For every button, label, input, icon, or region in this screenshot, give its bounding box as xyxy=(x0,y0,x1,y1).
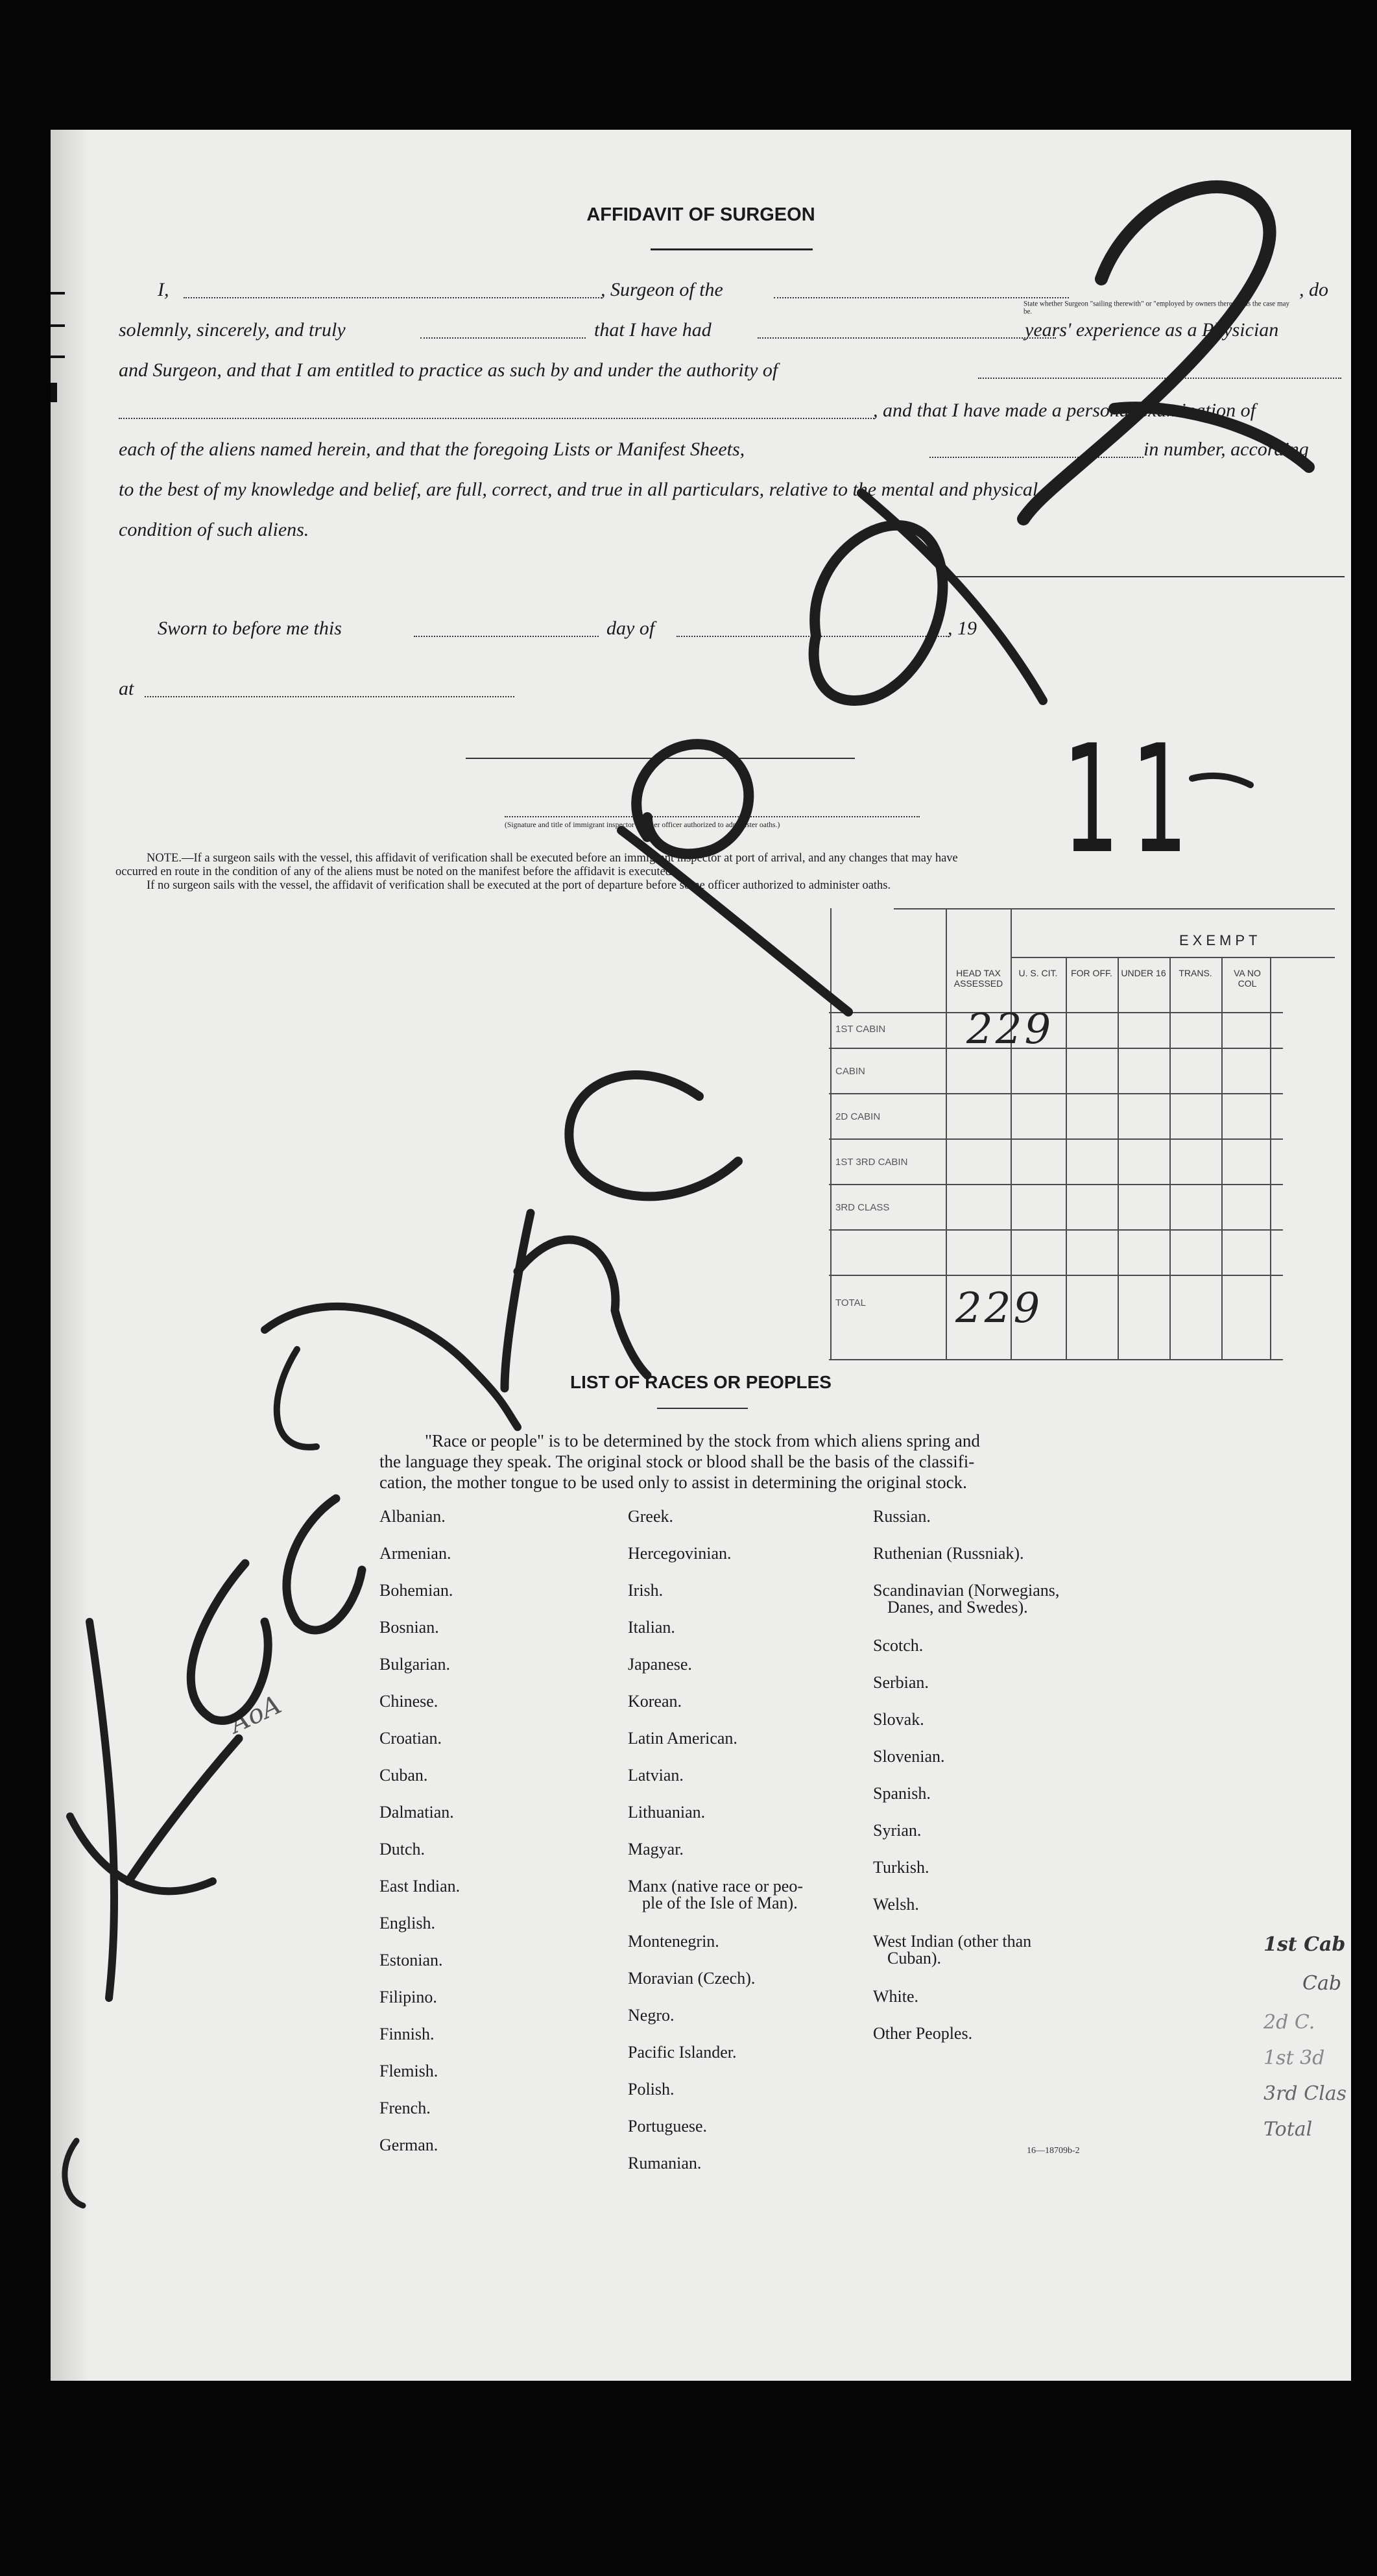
signature-caption: (Signature and title of immigrant inspector or other officer authorized to administer oaths.) xyxy=(505,820,780,829)
race-item: Polish. xyxy=(628,2080,675,2099)
note-line-1: NOTE.—If a surgeon sails with the vessel, this affidavit of verification shall be executed before an immigrant inspector at port of arrival, and any changes that may have xyxy=(147,852,958,865)
race-item: Dalmatian. xyxy=(379,1803,454,1822)
race-item: Italian. xyxy=(628,1618,675,1637)
race-item: Magyar. xyxy=(628,1840,684,1859)
row-first-third-cabin: 1ST 3RD CABIN xyxy=(835,1157,908,1168)
race-item: Greek. xyxy=(628,1507,674,1526)
margin-stamp-line: 2d C. xyxy=(1263,2011,1315,2034)
race-item: Filipino. xyxy=(379,1988,437,2006)
race-item: White. xyxy=(873,1987,919,2006)
race-item: Pacific Islander. xyxy=(628,2043,737,2062)
margin-stamp-line: 1st 3d xyxy=(1263,2047,1325,2069)
race-item: Syrian. xyxy=(873,1821,922,1840)
race-item: West Indian (other than xyxy=(873,1932,1032,1951)
race-item: Rumanian. xyxy=(628,2154,702,2173)
first-cabin-head-tax: 229 xyxy=(966,1005,1054,1053)
race-item: Scotch. xyxy=(873,1636,924,1655)
affidavit-line-7: condition of such aliens. xyxy=(119,519,309,540)
race-item: German. xyxy=(379,2136,438,2154)
race-item: English. xyxy=(379,1914,435,1932)
surgeon-status-note: State whether Surgeon "sailing therewith" or "employed by owners thereof," as the case may be. xyxy=(1024,299,1290,315)
race-item: Other Peoples. xyxy=(873,2024,973,2043)
race-item: Albanian. xyxy=(379,1507,446,1526)
at-label: at xyxy=(119,678,134,699)
race-item: Bohemian. xyxy=(379,1581,453,1600)
race-item: Armenian. xyxy=(379,1544,451,1563)
affidavit-line-6: to the best of my knowledge and belief, are full, correct, and true in all particulars, relative to the mental and physical xyxy=(119,479,1038,500)
affidavit-line-1c: , do xyxy=(1299,279,1328,300)
race-item: Russian. xyxy=(873,1507,931,1526)
margin-stamp-line: 3rd Clas xyxy=(1263,2082,1347,2105)
affidavit-line-5a: each of the aliens named herein, and that the foregoing Lists or Manifest Sheets, xyxy=(119,439,745,460)
affidavit-line-5b: in number, according xyxy=(1144,439,1309,460)
race-item: Finnish. xyxy=(379,2025,435,2043)
handwritten-scrawl xyxy=(51,130,1351,2381)
race-item: Scandinavian (Norwegians, xyxy=(873,1581,1060,1600)
affidavit-line-1a: I, xyxy=(158,279,169,300)
race-item: Irish. xyxy=(628,1581,664,1600)
race-item: Cuban). xyxy=(887,1949,942,1968)
race-item: ple of the Isle of Man). xyxy=(642,1894,798,1912)
race-item: Slovenian. xyxy=(873,1747,945,1766)
race-item: Serbian. xyxy=(873,1673,929,1692)
row-third-class: 3RD CLASS xyxy=(835,1202,890,1213)
header-us-cit: U. S. CIT. xyxy=(1018,968,1058,978)
affidavit-title: AFFIDAVIT OF SURGEON xyxy=(586,204,815,225)
total-head-tax: 229 xyxy=(955,1284,1043,1332)
form-number: 16—18709b-2 xyxy=(1027,2146,1080,2156)
intro-line-3: cation, the mother tongue to be used only to assist in determining the original stock. xyxy=(379,1473,967,1492)
race-item: Turkish. xyxy=(873,1858,929,1877)
sworn-b: day of xyxy=(606,618,655,639)
race-item: Moravian (Czech). xyxy=(628,1969,756,1988)
race-item: Manx (native race or peo- xyxy=(628,1877,803,1896)
race-item: Flemish. xyxy=(379,2062,438,2080)
race-item: Bosnian. xyxy=(379,1618,439,1637)
header-va: VA NO COL xyxy=(1234,968,1261,989)
race-item: Dutch. xyxy=(379,1840,425,1859)
handwritten-tally: 11 xyxy=(1062,714,1200,887)
race-item: Bulgarian. xyxy=(379,1655,451,1674)
document-page xyxy=(51,130,1351,2381)
race-item: Croatian. xyxy=(379,1729,442,1748)
sworn-c: , 19 xyxy=(948,618,977,639)
row-total: TOTAL xyxy=(835,1297,866,1308)
affidavit-line-2a: solemnly, sincerely, and truly xyxy=(119,319,346,341)
race-item: Latvian. xyxy=(628,1766,684,1785)
header-head-tax: HEAD TAX ASSESSED xyxy=(953,968,1003,989)
affidavit-line-2c: years' experience as a Physician xyxy=(1025,319,1279,341)
affidavit-line-1b: , Surgeon of the xyxy=(601,279,723,300)
race-item: Hercegovinian. xyxy=(628,1544,732,1563)
race-item: Latin American. xyxy=(628,1729,737,1748)
header-for-off: FOR OFF. xyxy=(1071,968,1112,978)
race-item: Estonian. xyxy=(379,1951,443,1969)
note-line-3: If no surgeon sails with the vessel, the affidavit of verification shall be executed at the port of departure before some officer authorized to administer oaths. xyxy=(147,879,891,892)
affidavit-line-3: and Surgeon, and that I am entitled to practice as such by and under the authority of xyxy=(119,359,778,381)
race-item: Lithuanian. xyxy=(628,1803,706,1822)
race-item: Cuban. xyxy=(379,1766,428,1785)
race-item: French. xyxy=(379,2099,431,2117)
race-item: Japanese. xyxy=(628,1655,692,1674)
races-title: LIST OF RACES OR PEOPLES xyxy=(570,1372,832,1392)
race-item: Ruthenian (Russniak). xyxy=(873,1544,1024,1563)
intro-line-1: "Race or people" is to be determined by the stock from which aliens spring and xyxy=(425,1431,980,1451)
race-item: Welsh. xyxy=(873,1895,919,1914)
affidavit-line-2b: that I have had xyxy=(594,319,712,341)
header-trans: TRANS. xyxy=(1179,968,1212,978)
row-second-cabin: 2D CABIN xyxy=(835,1111,881,1122)
race-item: Danes, and Swedes). xyxy=(887,1598,1028,1617)
margin-stamp-line: Total xyxy=(1263,2118,1313,2141)
margin-stamp-line: Cab xyxy=(1302,1972,1342,1995)
race-item: Portuguese. xyxy=(628,2117,708,2136)
header-under-16: UNDER 16 xyxy=(1121,968,1166,978)
race-item: Negro. xyxy=(628,2006,675,2025)
row-first-cabin: 1ST CABIN xyxy=(835,1024,886,1035)
row-cabin: CABIN xyxy=(835,1066,865,1077)
race-item: Chinese. xyxy=(379,1692,438,1711)
race-item: Spanish. xyxy=(873,1784,931,1803)
exempt-header: EXEMPT xyxy=(1179,932,1262,948)
race-item: Korean. xyxy=(628,1692,682,1711)
intro-line-2: the language they speak. The original stock or blood shall be the basis of the classifi- xyxy=(379,1452,975,1471)
margin-stamp-line: 1st Cab xyxy=(1263,1933,1346,1956)
handwritten-annotation: AoA xyxy=(225,1689,286,1740)
race-item: Slovak. xyxy=(873,1710,924,1729)
race-item: Montenegrin. xyxy=(628,1932,719,1951)
note-line-2: occurred en route in the condition of any of the aliens must be noted on the manifest before the affidavit is executed. xyxy=(115,865,675,878)
race-item: East Indian. xyxy=(379,1877,461,1896)
sworn-a: Sworn to before me this xyxy=(158,618,342,639)
affidavit-line-4: , and that I have made a personal examination of xyxy=(873,400,1256,421)
